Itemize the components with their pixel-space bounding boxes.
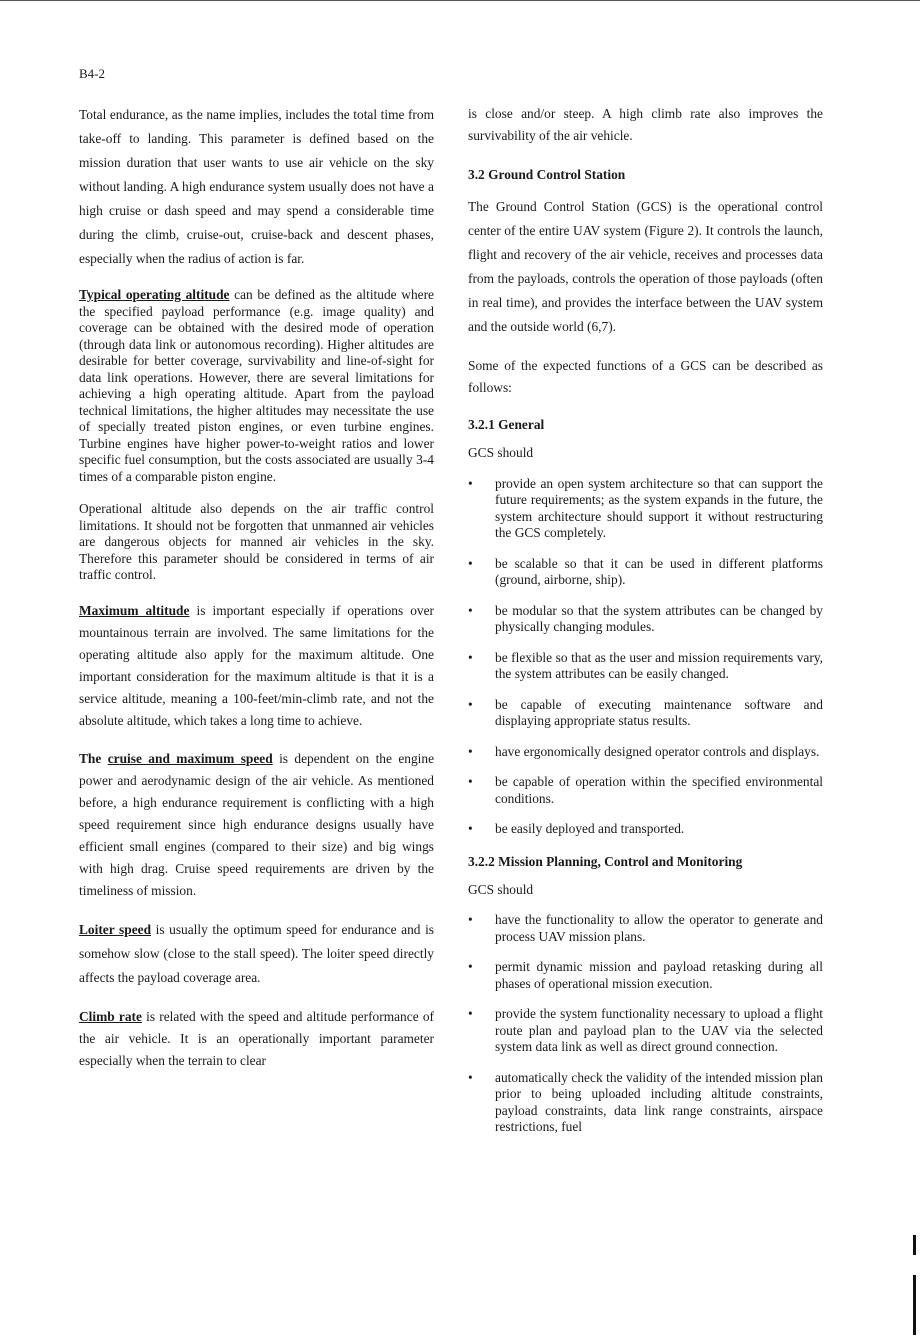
heading-mission-planning: 3.2.2 Mission Planning, Control and Monitoring <box>468 853 743 869</box>
paragraph-maximum-altitude <box>79 600 434 732</box>
list-item <box>468 744 823 761</box>
cruise-speed-prefix: The <box>79 750 108 766</box>
list-item <box>468 476 823 542</box>
list-item <box>468 912 823 945</box>
operating-altitude-text: can be defined as the altitude where the specified payload performance (e.g. image quality) and coverage can be obtained with the desired mode of operation (through data link or autonomous recording). Higher altitudes are desirable for better coverage, survivability and line-of-sight for data link operations. However, there are several limitations for achieving a high operating altitude. Apart from the payload technical limitations, the higher altitudes may necessitate the use of specially treated piston engines, or even turbine engines. Turbine engines have higher power-to-weight ratios and lower specific fuel consumption, but the costs associated are usually 3-4 times of a comparable piston engine. <box>79 287 434 484</box>
heading-ground-control-station: 3.2 Ground Control Station <box>468 167 626 182</box>
bullet-icon: • <box>468 774 473 789</box>
bullet-icon: • <box>468 1069 473 1085</box>
bullet-icon: • <box>468 696 473 712</box>
bullet-icon: • <box>468 959 473 974</box>
bullet-icon: • <box>468 475 473 491</box>
paragraph-gcs: The Ground Control Station (GCS) is the operational control center of the entire UAV system (Figure 2). It controls the launch, flight and recovery of the air vehicle, receives and processes data from the payloads, controls the operation of those payloads (often in real time), and provides the interface between the UAV system and the outside world (6,7). <box>468 199 823 334</box>
bullet-icon: • <box>468 821 473 836</box>
paragraph-total-endurance: Total endurance, as the name implies, includes the total time from take-off to landing. This parameter is defined based on the mission duration that user wants to use air vehicle on the sky without landing. A high endurance system usually does not have a high cruise or dash speed and may spend a considerable time during the climb, cruise-out, cruise-back and descent phases, especially when the radius of action is far. <box>79 107 434 266</box>
paragraph-expected-functions: Some of the expected functions of a GCS can be described as follows: <box>468 358 823 395</box>
list-item-text: permit dynamic mission and payload retasking during all phases of operational mission execution. <box>495 959 823 991</box>
paragraph-air-traffic: Operational altitude also depends on the air traffic control limitations. It should not be forgotten that unmanned air vehicles are dangerous objects for manned air vehicles in the sky. Therefore this parameter should be considered in terms of air traffic control. <box>79 501 434 582</box>
paragraph-operating-altitude <box>79 287 434 485</box>
bullet-icon: • <box>468 912 473 927</box>
list-item-text: provide the system functionality necessary to upload a flight route plan and payload plan to the UAV via the selected system data link as well as direct ground connection. <box>495 1006 823 1054</box>
paragraph-cruise-speed <box>79 748 434 902</box>
list-item-text: have the functionality to allow the operator to generate and process UAV mission plans. <box>495 912 823 944</box>
paragraph-climb-rate <box>79 1006 434 1072</box>
right-column <box>468 103 823 1150</box>
list-item <box>468 1070 823 1136</box>
planning-lead-text: GCS should <box>468 881 534 897</box>
term-cruise-and-maximum-speed: cruise and maximum speed <box>107 750 273 766</box>
list-item-text: be capable of operation within the specified environmental conditions. <box>495 774 823 806</box>
page-number: B4-2 <box>79 66 105 81</box>
list-item <box>468 959 823 992</box>
loiter-speed-text: is usually the optimum speed for endurance and is somehow slow (close to the stall speed). The loiter speed directly affects the payload coverage area. <box>79 921 434 985</box>
term-typical-operating-altitude: Typical operating altitude <box>79 287 230 302</box>
bullet-icon: • <box>468 602 473 618</box>
heading-general: 3.2.1 General <box>468 417 545 432</box>
bullet-icon: • <box>468 1006 473 1021</box>
general-requirements-list <box>468 476 823 838</box>
list-item-text: be easily deployed and transported. <box>495 821 685 836</box>
cruise-speed-text: is dependent on the engine power and aerodynamic design of the air vehicle. As mentioned before, a high endurance requirement is conflicting with a high speed requirement since high endurance designs usually have efficient small engines (compared to their size) and big wings with high drag. Cruise speed requirements are driven by the timeliness of mission. <box>79 750 435 898</box>
bullet-icon: • <box>468 649 473 665</box>
bullet-icon: • <box>468 743 473 759</box>
list-item <box>468 697 823 730</box>
list-item <box>468 821 823 838</box>
list-item <box>468 1006 823 1056</box>
maximum-altitude-text: is important especially if operations over mountainous terrain are involved. The same limitations for the operating altitude also apply for the maximum altitude. One important consideration for the maximum altitude is that it is a service altitude, meaning a 100-feet/min-climb rate, and not the absolute altitude, which takes a long time to achieve. <box>79 602 435 728</box>
bullet-icon: • <box>468 555 473 571</box>
list-item <box>468 650 823 683</box>
term-climb-rate: Climb rate <box>79 1008 142 1024</box>
list-item <box>468 603 823 636</box>
list-item-text: provide an open system architecture so that can support the future requirements; as the system expands in the future, the system architecture should support it without restructuring the GCS completely. <box>495 475 823 540</box>
list-item-text: automatically check the validity of the intended mission plan prior to being uploaded including altitude constraints, payload constraints, data link range constraints, airspace restrictions, fuel <box>495 1069 823 1134</box>
list-item-text: be scalable so that it can be used in different platforms (ground, airborne, ship). <box>495 555 823 587</box>
paragraph-continued: is close and/or steep. A high climb rate also improves the survivability of the air vehicle. <box>468 106 823 143</box>
left-column <box>79 103 434 1072</box>
term-maximum-altitude: Maximum altitude <box>79 602 190 618</box>
list-item-text: be modular so that the system attributes can be changed by physically changing modules. <box>495 602 823 634</box>
list-item-text: be flexible so that as the user and mission requirements vary, the system attributes can be easily changed. <box>495 649 823 681</box>
climb-rate-text: is related with the speed and altitude performance of the air vehicle. It is an operationally important parameter especially when the terrain to clear <box>79 1008 434 1068</box>
scan-edge-mark <box>913 1235 916 1255</box>
list-item-text: have ergonomically designed operator controls and displays. <box>495 743 820 759</box>
paragraph-loiter-speed <box>79 918 434 990</box>
scan-edge-mark <box>913 1275 916 1335</box>
term-loiter-speed: Loiter speed <box>79 921 152 937</box>
list-item-text: be capable of executing maintenance software and displaying appropriate status results. <box>495 696 823 728</box>
top-rule <box>0 0 920 1</box>
list-item <box>468 774 823 807</box>
planning-requirements-list <box>468 912 823 1136</box>
list-item <box>468 556 823 589</box>
general-lead-text: GCS should <box>468 445 534 460</box>
